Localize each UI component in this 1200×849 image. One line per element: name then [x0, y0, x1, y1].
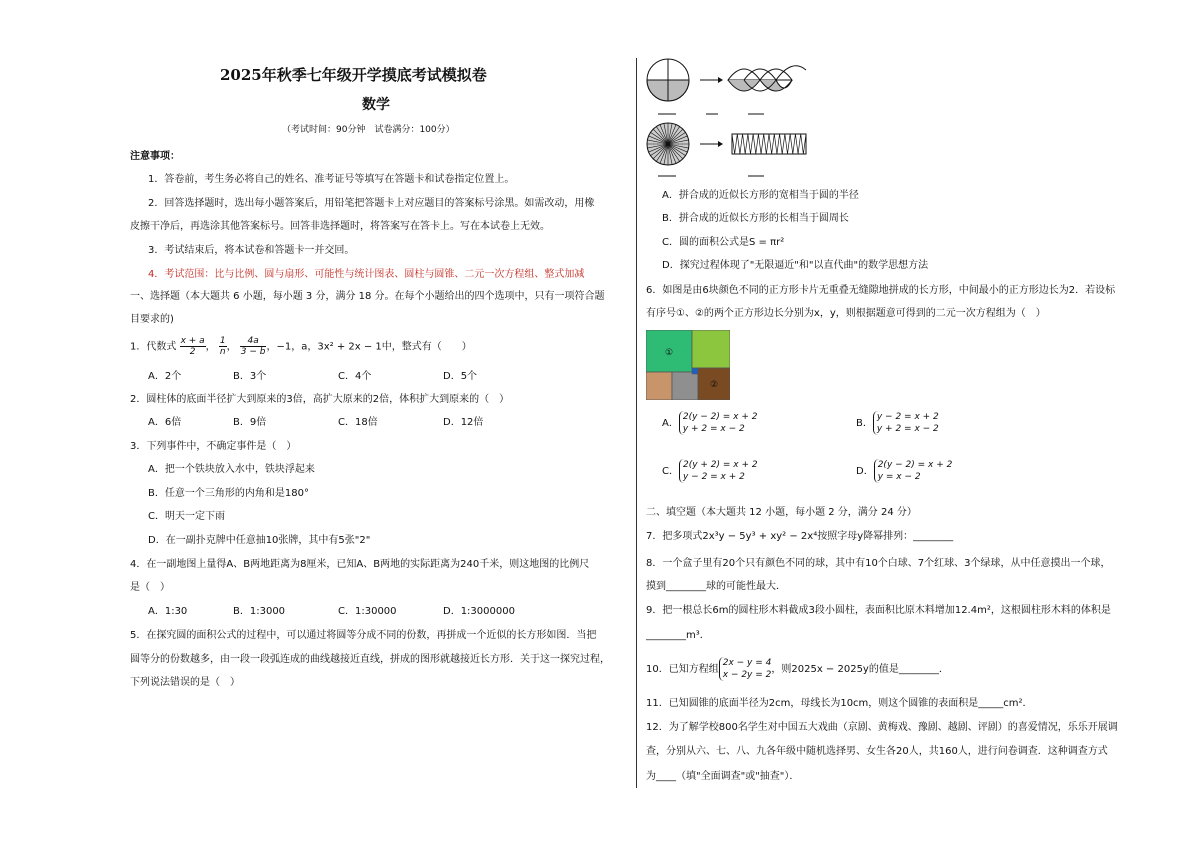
square-tiling-figure [646, 330, 730, 400]
question-10: 10．已知方程组2x − y = 4 x − 2y = 2，则2025x − 2025y的值是________． [646, 658, 949, 680]
section1-heading-a: 一、选择题（本大题共 6 小题，每小题 3 分，满分 18 分。在每个小题给出的四个选项中，只有一项符合题 [130, 291, 605, 302]
question-2-stem: 2．圆柱体的底面半径扩大到原来的3倍，高扩大原来的2倍，体积扩大到原来的（ ） [130, 394, 510, 405]
square-1-label: ① [664, 348, 674, 358]
question-5-stem-b: 圆等分的份数越多，由一段一段弧连成的曲线越接近直线，拼成的图形就越接近长方形．关于这一探究过程， [130, 654, 610, 665]
question-5-stem-c: 下列说法错误的是（ ） [130, 677, 240, 688]
question-2-option-a[interactable]: A．6倍 [148, 417, 182, 428]
question-4-option-b[interactable]: B．1:3000 [233, 606, 286, 617]
section2-heading: 二、填空题（本大题共 12 小题，每小题 2 分，满分 24 分） [646, 507, 917, 518]
note-2a: 2．回答选择题时，选出每小题答案后，用铅笔把答题卡上对应题目的答案标号涂黑。如需改动，用橡 [148, 198, 595, 209]
square-top-right [692, 330, 730, 368]
question-2-option-c[interactable]: C．18倍 [338, 417, 378, 428]
circle-rearrangement-diagram [644, 56, 814, 182]
question-12c: 为____（填"全面调查"或"抽查"）． [646, 771, 800, 782]
many-sector-circle [647, 123, 689, 165]
question-6-option-d[interactable]: D．2(y − 2) = x + 2 y = x − 2 [856, 460, 953, 482]
question-5-option-d[interactable]: D．探究过程体现了"无限逼近"和"以直代曲"的数学思想方法 [662, 260, 929, 271]
question-9a: 9．把一根总长6m的圆柱形木料截成3段小圆柱，表面积比原木料增加12.4m²，这根圆柱形木料的体积是 [646, 605, 1111, 616]
note-1: 1．答卷前，考生务必将自己的姓名、准考证号等填写在答题卡和试卷指定位置上。 [148, 174, 515, 185]
question-12b: 查，分别从六、七、八、九各年级中随机选择男、女生各20人，共160人，进行问卷调查．这种调查方式 [646, 746, 1108, 757]
paper-title: 2025年秋季七年级开学摸底考试模拟卷 [220, 66, 487, 84]
column-divider [636, 58, 637, 788]
arrow-1 [700, 77, 723, 83]
note-2b: 皮擦干净后，再选涂其他答案标号。回答非选择题时，将答案写在答卡上。写在本试卷上无效。 [130, 221, 550, 232]
question-4-stem-a: 4．在一副地图上量得A、B两地距离为8厘米，已知A、B两地的实际距离为240千米，则这地图的比例尺 [130, 559, 590, 570]
question-6-option-a[interactable]: A．2(y − 2) = x + 2 y + 2 = x − 2 [662, 412, 758, 434]
question-1-option-d[interactable]: D．5个 [443, 371, 478, 382]
question-3-stem: 3．下列事件中，不确定事件是（ ） [130, 441, 297, 452]
notes-heading: 注意事项： [130, 151, 180, 162]
question-9b: ________m³． [646, 630, 710, 641]
question-4-option-d[interactable]: D．1:3000000 [443, 606, 515, 617]
question-4-option-c[interactable]: C．1:30000 [338, 606, 397, 617]
question-6-stem-b: 有序号①、②的两个正方形边长分别为x，y，则根据题意可得到的二元一次方程组为（ ） [646, 308, 1046, 319]
question-8b: 摸到________球的可能性最大． [646, 581, 786, 592]
question-3-option-d[interactable]: D．在一副扑克牌中任意抽10张牌，其中有5张"2" [148, 535, 371, 546]
question-5-option-b[interactable]: B．拼合成的近似长方形的长相当于圆周长 [662, 213, 849, 224]
question-8a: 8．一个盒子里有20个只有颜色不同的球，其中有10个白球、7个红球、3个绿球，从中任意摸出一个球， [646, 558, 1111, 569]
near-rectangle-shape [732, 134, 806, 154]
question-3-option-a[interactable]: A．把一个铁块放入水中，铁块浮起来 [148, 464, 315, 475]
question-4-stem-b: 是（ ） [130, 582, 170, 593]
quartered-circle [647, 59, 689, 101]
smallest-square [692, 368, 698, 374]
subject-title: 数学 [362, 97, 390, 113]
four-part-shape [728, 66, 806, 91]
question-6-option-c[interactable]: C．2(y + 2) = x + 2 y − 2 = x + 2 [662, 460, 758, 482]
question-1-stem: 1．代数式 $\frac{x + a}{2}$ ， $\frac{1}{n}$ ， $\frac{4a}{3 - b}$ ，−1，a，3x² + 2x − 1中，整式有（ ） [130, 336, 472, 357]
question-2-option-d[interactable]: D．12倍 [443, 417, 484, 428]
question-1-option-a[interactable]: A．2个 [148, 371, 182, 382]
question-3-option-c[interactable]: C．明天一定下雨 [148, 511, 225, 522]
question-2-option-b[interactable]: B．9倍 [233, 417, 267, 428]
question-12a: 12．为了解学校800名学生对中国五大戏曲（京剧、黄梅戏、豫剧、越剧、评剧）的喜爱情况，乐乐开展调 [646, 722, 1118, 733]
square-bottom-middle [672, 372, 698, 400]
question-4-option-a[interactable]: A．1:30 [148, 606, 188, 617]
question-5-option-c[interactable]: C．圆的面积公式是S = πr² [662, 237, 785, 248]
question-3-option-b[interactable]: B．任意一个三角形的内角和是180° [148, 488, 309, 499]
arrow-2 [700, 141, 723, 147]
section1-heading-b: 目要求的) [130, 314, 174, 325]
square-2-label: ② [709, 380, 719, 390]
note-4-scope: 4．考试范围：比与比例、圆与扇形、可能性与统计图表、圆柱与圆锥、二元一次方程组、整式加减 [148, 269, 585, 280]
question-5-stem-a: 5．在探究圆的面积公式的过程中，可以通过将圆等分成不同的份数，再拼成一个近似的长方形如图．当把 [130, 630, 597, 641]
question-6-stem-a: 6．如图是由6块颜色不同的正方形卡片无重叠无缝隙地拼成的长方形，中间最小的正方形边长为2．若设标 [646, 285, 1116, 296]
question-1-option-c[interactable]: C．4个 [338, 371, 372, 382]
question-5-option-a[interactable]: A．拼合成的近似长方形的宽相当于圆的半径 [662, 190, 859, 201]
question-6-option-b[interactable]: B．y − 2 = x + 2 y + 2 = x − 2 [856, 412, 939, 434]
question-11: 11．已知圆锥的底面半径为2cm，母线长为10cm，则这个圆锥的表面积是_____cm²． [646, 698, 1033, 709]
note-3: 3．考试结束后，将本试卷和答题卡一并交回。 [148, 245, 355, 256]
question-1-option-b[interactable]: B．3个 [233, 371, 267, 382]
exam-info: （考试时间：90分钟 试卷满分：100分） [282, 125, 455, 135]
square-bottom-left [646, 372, 672, 400]
question-7: 7．把多项式2x³y − 5y³ + xy² − 2x⁴按照字母y降幂排列：________ [646, 531, 954, 542]
